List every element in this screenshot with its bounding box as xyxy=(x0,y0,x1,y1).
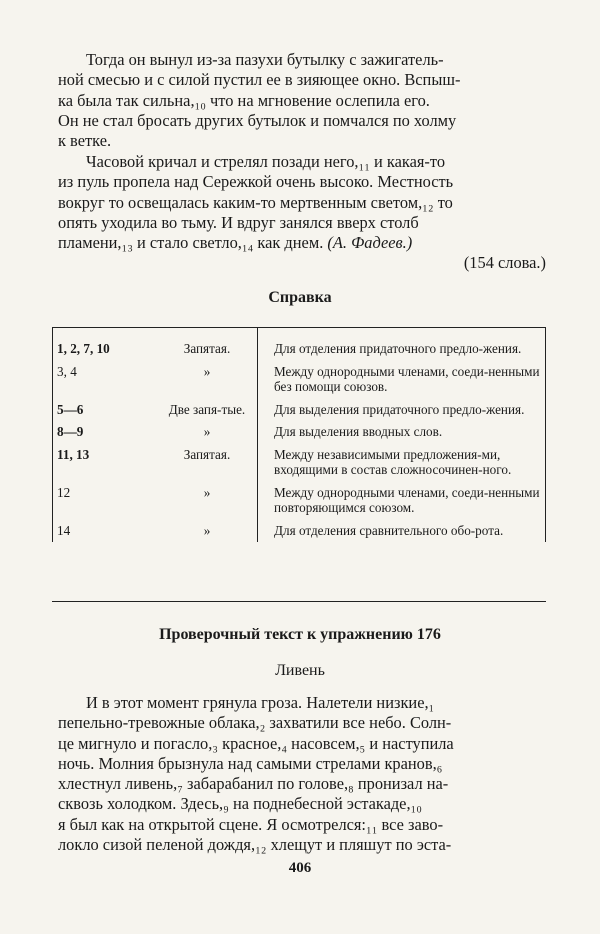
row-punctuation-mark: » xyxy=(203,522,211,538)
text-line: опять уходила во тьму. И вдруг занялся вверх столб xyxy=(58,212,419,232)
row-rule: Для отделения сравнительного обо-рота. xyxy=(258,521,546,543)
text-line: сквозь холодком. Здесь,₉ на поднебесной эстакаде,₁₀ xyxy=(58,794,422,814)
reference-row xyxy=(53,422,546,445)
reference-row xyxy=(53,362,546,400)
reference-row xyxy=(53,521,546,543)
text-line: И в этот момент грянула гроза. Налетели низкие,₁ xyxy=(86,693,435,712)
row-punctuation-mark: Запятая. xyxy=(183,446,231,462)
row-punctuation-mark: » xyxy=(203,363,211,379)
row-rule: Для отделения придаточного предло-жения. xyxy=(258,327,546,362)
test-subtitle: Ливень xyxy=(275,662,325,679)
row-numbers: 8—9 xyxy=(53,422,158,445)
row-rule: Между однородными членами, соеди-ненными без помощи союзов. xyxy=(258,362,546,400)
test-title: Проверочный текст к упражнению 176 xyxy=(159,626,441,643)
reference-row xyxy=(53,445,546,483)
row-punctuation-mark: » xyxy=(203,484,211,500)
text-line: Тогда он вынул из-за пазухи бутылку с зажигатель- xyxy=(86,50,444,69)
author-attribution: (А. Фадеев.) xyxy=(327,233,413,253)
row-rule: Между однородными членами, соеди-ненными повторяющимся союзом. xyxy=(258,483,546,521)
test-paragraph xyxy=(58,693,546,855)
reference-title: Справка xyxy=(268,289,332,306)
row-numbers: 12 xyxy=(53,483,158,521)
text-line: к ветке. xyxy=(58,131,112,151)
word-count: (154 слова.) xyxy=(463,253,546,273)
row-numbers: 1, 2, 7, 10 xyxy=(53,327,158,362)
reference-table xyxy=(52,327,546,542)
row-rule: Для выделения придаточного предло-жения. xyxy=(258,400,546,423)
text-line: Он не стал бросать других бутылок и помчался по холму xyxy=(58,110,457,130)
text-line: хлестнул ливень,₇ забарабанил по голове,₈ пронизал на- xyxy=(58,774,449,794)
text-line: из пуль пропела над Сережкой очень высоко. Местность xyxy=(58,172,454,192)
text-line: Часовой кричал и стрелял позади него,₁₁ и какая-то xyxy=(86,152,446,171)
text-line: локло сизой пеленой дождя,₁₂ хлещут и пляшут по эста- xyxy=(58,835,452,855)
text-line: ной смесью и с силой пустил ее в зияющее окно. Вспыш- xyxy=(58,70,461,90)
page-number: 406 xyxy=(288,860,312,876)
text-line: вокруг то освещалась каким-то мертвенным светом,₁₂ то xyxy=(58,192,453,212)
excerpt-paragraph-2 xyxy=(58,152,546,274)
row-rule: Для выделения вводных слов. xyxy=(258,422,546,445)
row-punctuation-mark: Запятая. xyxy=(183,341,231,356)
row-numbers: 5—6 xyxy=(53,400,158,423)
text-line: це мигнуло и погасло,₃ красное,₄ насовсем,₅ и наступила xyxy=(58,733,454,753)
table-bottom-rule xyxy=(52,601,546,602)
reference-row xyxy=(53,400,546,423)
row-numbers: 14 xyxy=(53,521,158,543)
row-punctuation-mark: Две запя-тые. xyxy=(168,401,246,417)
row-punctuation-mark: » xyxy=(203,424,211,439)
excerpt-paragraph-1 xyxy=(58,50,546,151)
row-rule: Между независимыми предложения-ми, входящими в состав сложносочинен-ного. xyxy=(258,445,546,483)
text-line: я был как на открытой сцене. Я осмотрелся:₁₁ все заво- xyxy=(58,814,444,834)
last-line-text: пламени,₁₃ и стало светло,₁₄ как днем. xyxy=(58,233,324,253)
row-numbers: 3, 4 xyxy=(53,362,158,400)
reference-row xyxy=(53,483,546,521)
text-line: пепельно-тревожные облака,₂ захватили все небо. Солн- xyxy=(58,713,452,733)
reference-row xyxy=(53,327,546,362)
text-line: ночь. Молния брызнула над самыми стрелами кранов,₆ xyxy=(58,753,443,773)
text-line-last xyxy=(58,233,546,253)
text-line: ка была так сильна,₁₀ что на мгновение ослепила его. xyxy=(58,90,430,110)
row-numbers: 11, 13 xyxy=(53,445,158,483)
